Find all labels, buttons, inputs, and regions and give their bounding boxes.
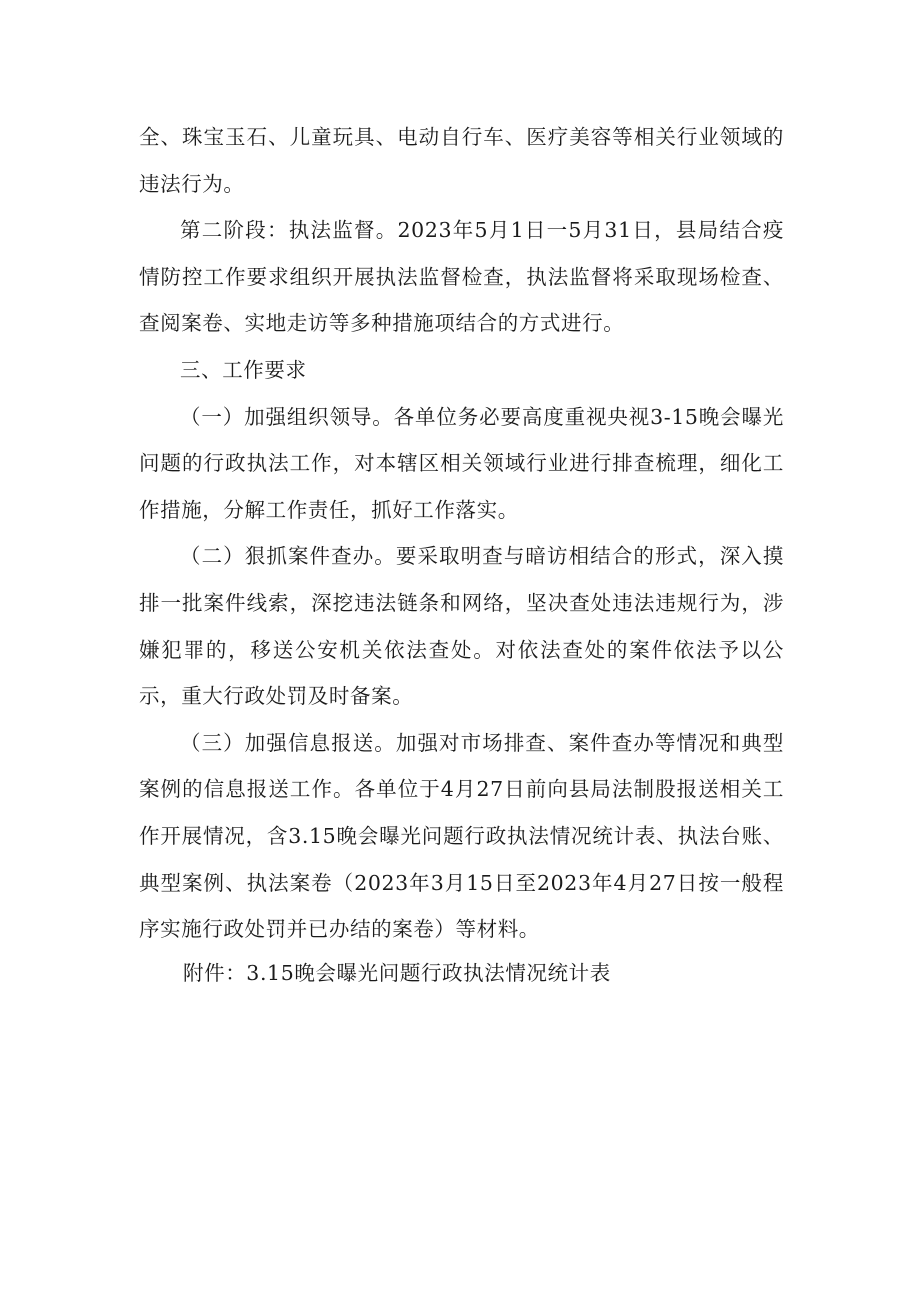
paragraph-requirement-two: （二）狠抓案件查办。要采取明查与暗访相结合的形式，深入摸排一批案件线索，深挖违法链条和网络，坚决查处违法违规行为，涉嫌犯罪的，移送公安机关依法查处。对依法查处的案件依法予以公示，重大行政处罚及时备案。 — [139, 544, 784, 709]
section-heading-work-requirements: 三、工作要求 — [180, 357, 307, 382]
attachment-line: 附件：3.15晚会曝光问题行政执法情况统计表 — [183, 960, 611, 985]
paragraph-phase-two: 第二阶段：执法监督。2023年5月1日一5月31日，县局结合疫情防控工作要求组织开展执法监督检查，执法监督将采取现场检查、查阅案卷、实地走访等多种措施项结合的方式进行。 — [139, 218, 784, 336]
document-body — [139, 114, 784, 993]
paragraph-requirement-three: （三）加强信息报送。加强对市场排查、案件查办等情况和典型案例的信息报送工作。各单位于4月27日前向县局法制股报送相关工作开展情况，含3.15晚会曝光问题行政执法情况统计表、执法台账、典型案例、执法案卷（2023年3月15日至2023年4月27日按一般程序实施行政处罚并已办结的案卷）等材料。 — [139, 730, 784, 942]
paragraph-continuation: 全、珠宝玉石、儿童玩具、电动自行车、医疗美容等相关行业领域的违法行为。 — [139, 125, 784, 196]
paragraph-requirement-one: （一）加强组织领导。各单位务必要高度重视央视3-15晚会曝光问题的行政执法工作，对本辖区相关领域行业进行排查梳理，细化工作措施，分解工作责任，抓好工作落实。 — [139, 404, 784, 522]
